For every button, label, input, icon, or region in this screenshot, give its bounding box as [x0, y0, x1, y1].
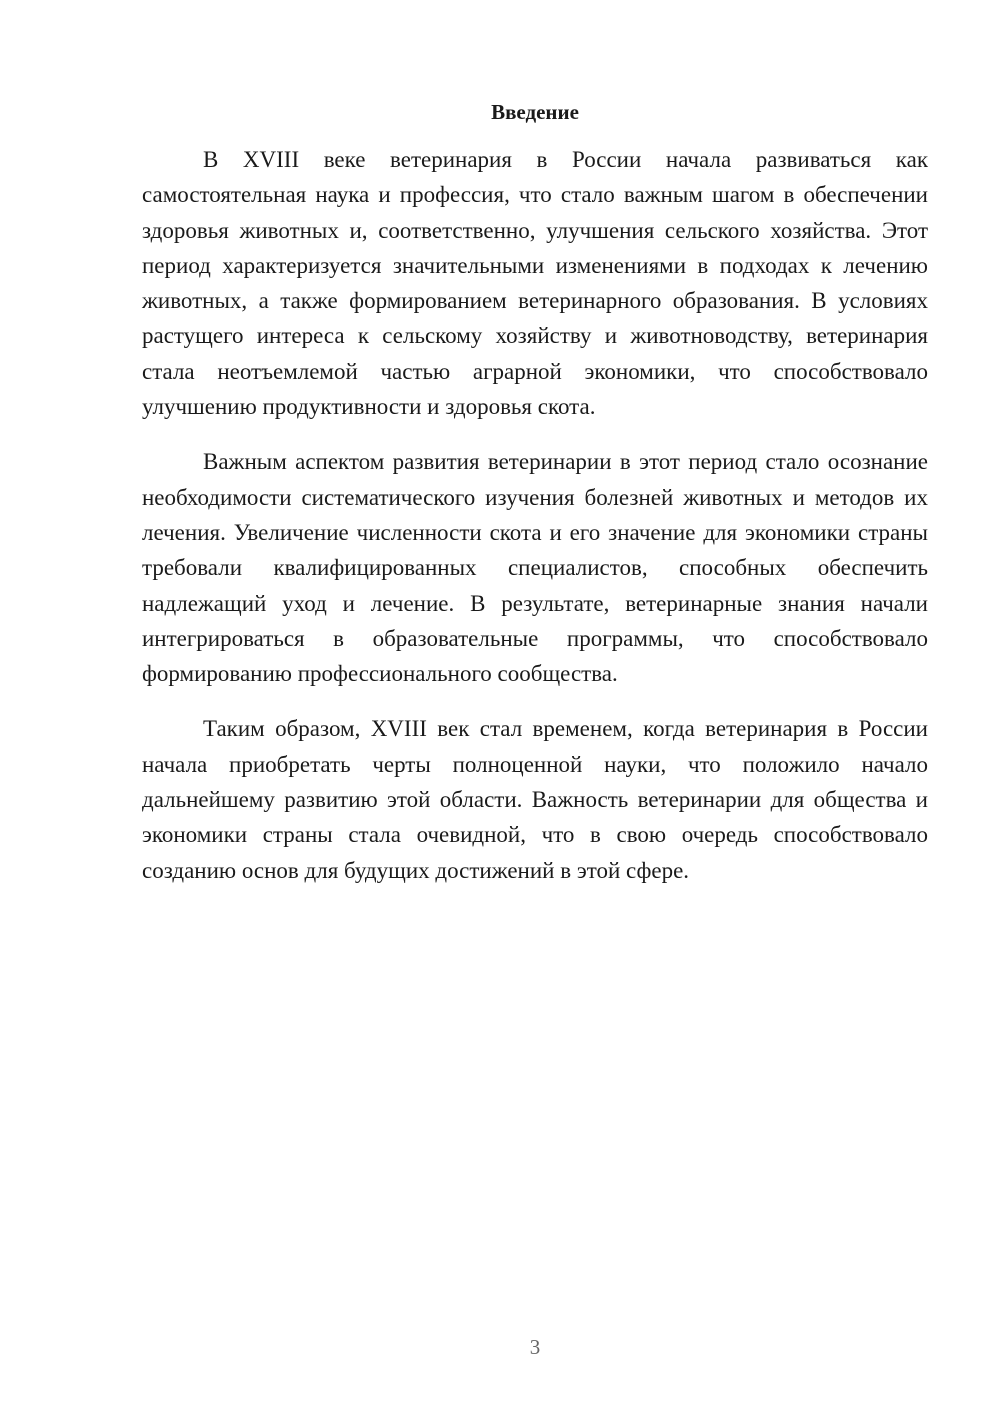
paragraph-2: Важным аспектом развития ветеринарии в этот период стало осознание необходимости систематического изучения болезней животных и методов их лечения. Увеличение численности скота и его значение для экономики страны требовали квалифицированных специалистов, способных обеспечить надлежащий уход и лечение. В результате, ветеринарные знания начали интегрироваться в образовательные программы, что способствовало формированию профессионального сообщества.: [142, 449, 928, 687]
body-text: [142, 142, 928, 888]
section-heading: Введение: [491, 100, 579, 124]
page-number: 3: [529, 1335, 541, 1359]
paragraph-1: В XVIII веке ветеринария в России начала развиваться как самостоятельная наука и профессия, что стало важным шагом в обеспечении здоровья животных и, соответственно, улучшения сельского хозяйства. Этот период характеризуется значительными изменениями в подходах к лечению животных, а также формированием ветеринарного образования. В условиях растущего интереса к сельскому хозяйству и животноводству, ветеринария стала неотъемлемой частью аграрной экономики, что способствовало улучшению продуктивности и здоровья скота.: [142, 147, 928, 420]
paragraph-3: Таким образом, XVIII век стал временем, когда ветеринария в России начала приобретать черты полноценной науки, что положило начало дальнейшему развитию этой области. Важность ветеринарии для общества и экономики страны стала очевидной, что в свою очередь способствовало созданию основ для будущих достижений в этой сфере.: [142, 716, 928, 883]
